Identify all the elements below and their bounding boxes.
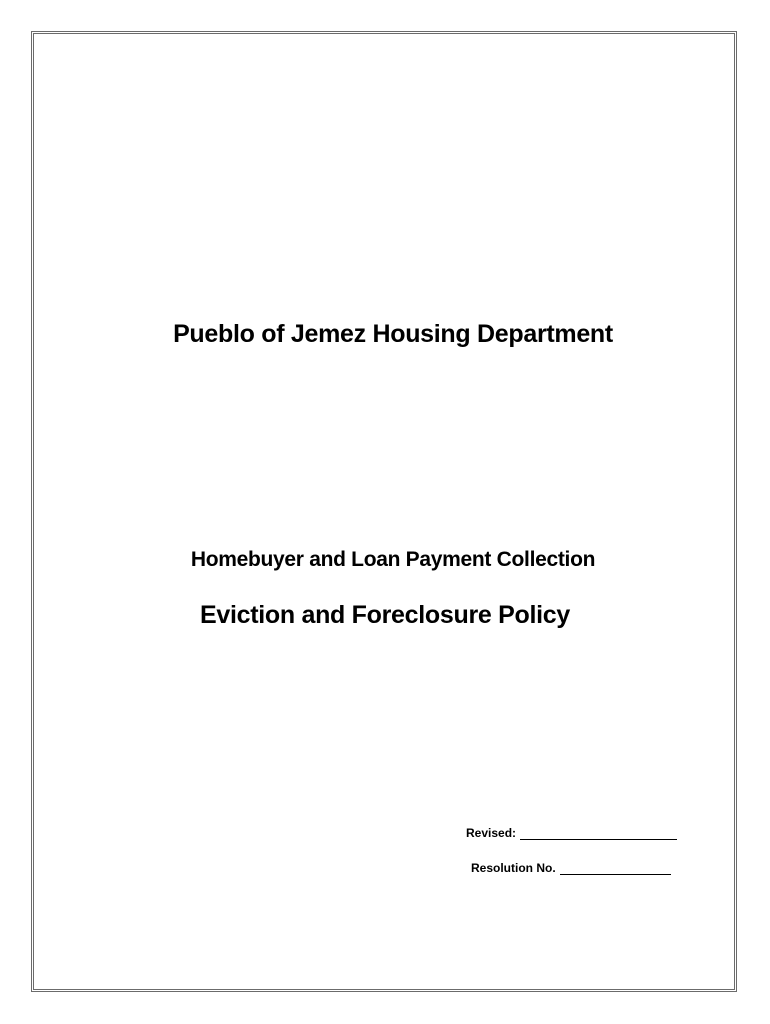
policy-title: Eviction and Foreclosure Policy <box>200 601 570 629</box>
resolution-label: Resolution No. <box>471 861 556 875</box>
resolution-blank-line[interactable] <box>560 862 671 875</box>
document-subtitle: Homebuyer and Loan Payment Collection <box>190 548 596 571</box>
resolution-field <box>471 861 671 875</box>
revised-label: Revised: <box>466 826 517 840</box>
revised-blank-line[interactable] <box>520 827 677 840</box>
revised-field <box>466 826 677 840</box>
organization-title: Pueblo of Jemez Housing Department <box>173 320 613 348</box>
page-border <box>31 31 737 992</box>
